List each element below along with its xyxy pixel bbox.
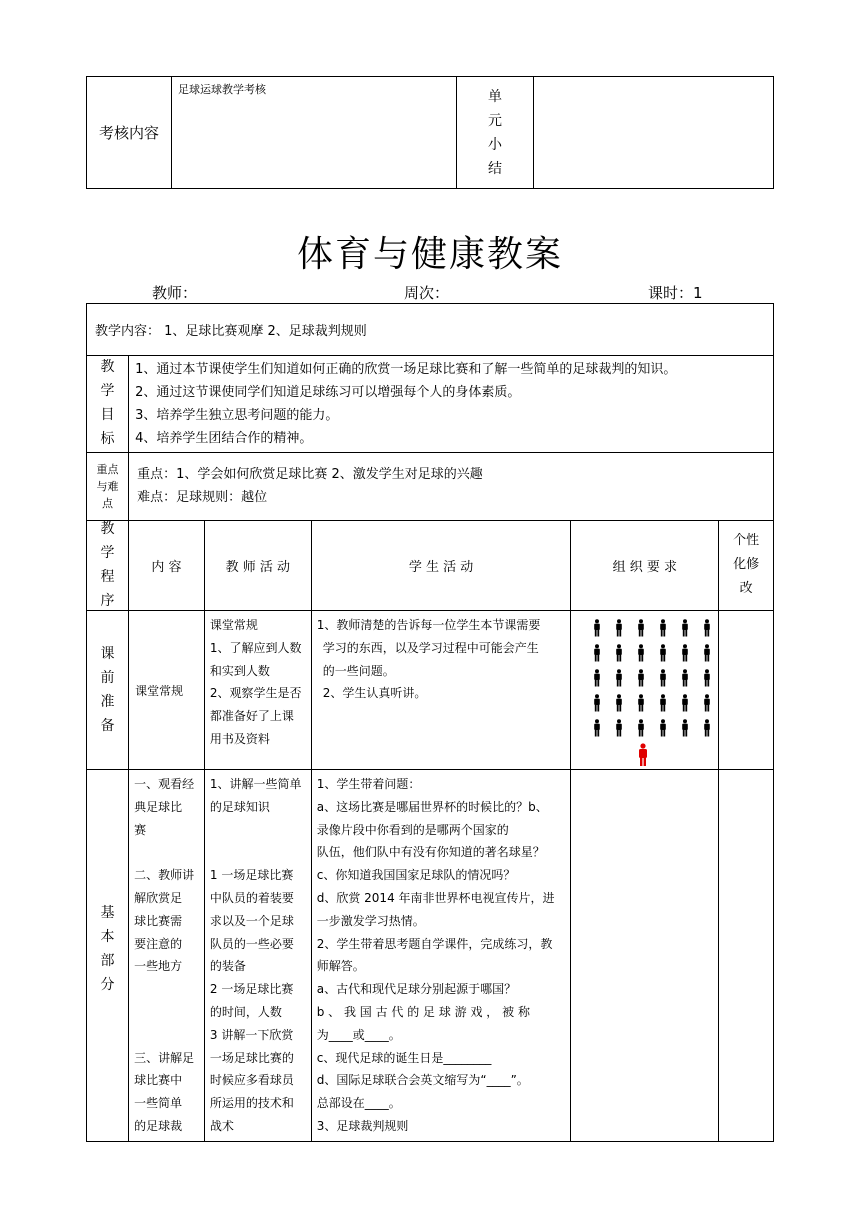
- basic-student-line: 3、足球裁判规则: [316, 1118, 409, 1133]
- student-figure-icon: [630, 669, 652, 685]
- basic-student-line: 一步激发学习热情。: [316, 913, 425, 928]
- basic-content-line: [134, 841, 199, 864]
- basic-teacher-line: 的时间，人数: [209, 1004, 282, 1019]
- prep-student-line: 2、学生认真听讲。: [322, 686, 427, 701]
- prep-personal: [719, 611, 774, 770]
- basic-label-char: 分: [100, 977, 115, 993]
- unit-summary-content-cell: [534, 77, 774, 189]
- teacher-activity-header: 教 师 活 动: [204, 521, 311, 611]
- prep-teacher-line: 课堂常规: [209, 618, 258, 632]
- basic-content-line: 一些地方: [134, 959, 183, 974]
- keypoints-content: [129, 453, 774, 521]
- unit-summary-char: 单: [488, 88, 502, 105]
- prep-label-cell: [87, 611, 129, 770]
- basic-teacher-line: [210, 819, 306, 842]
- prep-label: [87, 611, 128, 768]
- student-figure-icon: [652, 619, 674, 635]
- basic-student-line: 2、学生带着思考题自学课件，完成练习，教: [316, 936, 553, 951]
- student-figure-icon: [608, 619, 630, 635]
- organization-header: 组 织 要 求: [571, 521, 719, 611]
- basic-label-char: 本: [100, 929, 115, 945]
- basic-teacher-line: 时候应多看球员: [209, 1073, 294, 1088]
- basic-content-line: [134, 978, 199, 1001]
- objective-item: 4、培养学生团结合作的精神。: [135, 431, 313, 446]
- objective-item: 1、通过本节课使学生们知道如何正确的欣赏一场足球比赛和了解一些简单的足球裁判的知识。: [135, 362, 677, 377]
- student-figure-icon: [586, 644, 608, 660]
- student-figure-icon: [652, 719, 674, 735]
- prep-content: 课堂常规: [129, 611, 205, 770]
- student-figure-icon: [696, 619, 718, 635]
- objective-item: 2、通过这节课使同学们知道足球练习可以增强每个人的身体素质。: [135, 385, 521, 400]
- prep-student-line: 学习的东西，以及学习过程中可能会产生: [322, 640, 539, 655]
- basic-content-line: 一些简单: [134, 1096, 183, 1111]
- basic-content-line: 三、讲解足: [134, 1050, 195, 1065]
- procedure-header-char: 程: [100, 569, 115, 585]
- prep-student-line: 1、教师清楚的告诉每一位学生本节课需要: [316, 618, 541, 632]
- prep-teacher-activity: [204, 611, 311, 770]
- objective-item: 3、培养学生独立思考问题的能力。: [135, 408, 339, 423]
- assessment-content-cell: [172, 77, 457, 189]
- personal-header: [719, 521, 773, 609]
- basic-teacher-lines: [210, 773, 306, 1138]
- student-figure-icon: [586, 619, 608, 635]
- prep-student-activity: [311, 611, 571, 770]
- basic-content-line: 赛: [134, 822, 147, 837]
- student-figure-icon: [674, 644, 696, 660]
- prep-label-char: 课: [100, 645, 115, 662]
- personal-header-line: 化修: [733, 557, 760, 572]
- prep-teacher-line: 和实到人数: [209, 663, 270, 678]
- teaching-content: 教学内容： 1、足球比赛观摩 2、足球裁判规则: [95, 324, 367, 339]
- basic-teacher-line: 3 讲解一下欣赏: [209, 1027, 294, 1042]
- student-activity-header: 学 生 活 动: [311, 521, 571, 611]
- basic-content-line: [134, 1001, 199, 1024]
- personal-header-cell: [719, 521, 774, 611]
- student-figure-icon: [630, 644, 652, 660]
- student-figure-icon: [608, 694, 630, 710]
- objectives-label-char: 目: [100, 407, 115, 423]
- basic-student-line: c、你知道我国国家足球队的情况吗？: [316, 868, 516, 883]
- student-figure-icon: [674, 619, 696, 635]
- basic-teacher-activity: [204, 770, 311, 1142]
- basic-teacher-line: 1 一场足球比赛: [209, 868, 294, 883]
- teacher-position: [567, 743, 718, 767]
- student-figure-icon: [608, 719, 630, 735]
- basic-label-char: 部: [100, 953, 115, 969]
- prep-label-char: 备: [100, 717, 115, 734]
- basic-student-lines: [317, 773, 566, 1138]
- unit-summary-char: 小: [488, 136, 502, 153]
- content-header: 内 容: [129, 521, 205, 611]
- basic-teacher-line: 中队员的着装要: [209, 890, 294, 905]
- basic-student-line: a、古代和现代足球分别起源于哪国？: [316, 982, 517, 997]
- procedure-header-char: 学: [100, 545, 115, 561]
- basic-teacher-line: [210, 841, 306, 864]
- student-figure-icon: [630, 694, 652, 710]
- prep-label-char: 前: [100, 669, 115, 686]
- prep-label-char: 准: [100, 693, 115, 710]
- student-figure-icon: [630, 619, 652, 635]
- student-formation: [586, 619, 718, 735]
- basic-personal: [719, 770, 774, 1142]
- unit-summary-label: [457, 77, 533, 188]
- basic-content-line: 典足球比: [134, 799, 183, 814]
- basic-content: [129, 770, 205, 1142]
- procedure-header: [87, 521, 128, 609]
- student-figure-icon: [608, 669, 630, 685]
- student-figure-icon: [696, 644, 718, 660]
- basic-content-line: 球比赛需: [134, 913, 183, 928]
- student-figure-icon: [696, 669, 718, 685]
- assessment-label: 考核内容: [98, 124, 159, 142]
- objectives-label-char: 教: [100, 359, 115, 375]
- student-figure-icon: [586, 719, 608, 735]
- assessment-label-cell: [87, 77, 172, 189]
- procedure-header-cell: [87, 521, 129, 611]
- basic-content-line: 一、观看经: [134, 777, 195, 791]
- basic-student-line: c、现代足球的诞生日是________: [316, 1050, 492, 1065]
- assessment-table: [86, 76, 774, 189]
- basic-student-activity: [311, 770, 571, 1142]
- basic-student-line: 总部设在____。: [316, 1096, 401, 1111]
- basic-label: [87, 770, 128, 1128]
- basic-teacher-line: 战术: [209, 1118, 234, 1133]
- prep-teacher-line: 用书及资料: [209, 731, 270, 746]
- basic-student-line: a、这场比赛是哪届世界杯的时候比的？b、: [316, 799, 548, 814]
- prep-teacher-line: 1、了解应到人数: [209, 640, 302, 655]
- teacher-figure-icon: [636, 743, 650, 767]
- prep-student-line: 的一些问题。: [322, 663, 395, 678]
- student-figure-icon: [652, 694, 674, 710]
- basic-content-line: [134, 1024, 199, 1047]
- page-title: 体育与健康教案: [296, 234, 563, 275]
- basic-student-line: 师解答。: [316, 959, 365, 974]
- basic-student-line: 1、学生带着问题：: [316, 777, 421, 791]
- objectives-label-char: 标: [100, 431, 115, 447]
- objectives-label-char: 学: [100, 383, 115, 399]
- keypoints-label-line: 点: [102, 496, 114, 510]
- keypoints-label-cell: [87, 453, 129, 521]
- prep-teacher-line: 2、观察学生是否: [209, 686, 302, 701]
- basic-content-line: 要注意的: [134, 936, 183, 951]
- basic-teacher-line: 1、讲解一些简单: [209, 777, 302, 791]
- objectives-label: [87, 356, 128, 450]
- basic-content-line: 球比赛中: [134, 1073, 183, 1088]
- basic-label-char: 基: [100, 905, 115, 921]
- basic-teacher-line: 所运用的技术和: [209, 1096, 294, 1111]
- student-figure-icon: [674, 669, 696, 685]
- basic-teacher-line: 2 一场足球比赛: [209, 982, 294, 997]
- procedure-header-char: 教: [100, 521, 115, 537]
- keypoints-label: [87, 453, 128, 519]
- student-figure-icon: [696, 719, 718, 735]
- student-figure-icon: [696, 694, 718, 710]
- basic-teacher-line: 的装备: [209, 959, 246, 974]
- lesson-plan-table: [86, 303, 774, 1142]
- student-figure-icon: [652, 669, 674, 685]
- personal-header-line: 个性: [733, 533, 760, 548]
- student-figure-icon: [652, 644, 674, 660]
- objectives-label-cell: [87, 356, 129, 453]
- student-figure-icon: [586, 694, 608, 710]
- student-figure-icon: [586, 669, 608, 685]
- basic-student-line: 录像片段中你看到的是哪两个国家的: [316, 822, 509, 837]
- basic-teacher-line: 队员的一些必要: [209, 936, 294, 951]
- difficulty-point: 难点：足球规则：越位: [137, 490, 268, 505]
- basic-teacher-line: 一场足球比赛的: [209, 1050, 294, 1065]
- basic-content-lines: [134, 773, 199, 1138]
- teacher-field: 教师：: [152, 284, 198, 302]
- key-point: 重点：1、学会如何欣赏足球比赛 2、激发学生对足球的兴趣: [137, 467, 483, 482]
- unit-summary-label-cell: [457, 77, 534, 189]
- basic-student-line: d、欣赏 2014 年南非世界杯电视宣传片，进: [316, 890, 555, 905]
- basic-student-line: 为____或____。: [316, 1027, 401, 1042]
- student-figure-icon: [674, 694, 696, 710]
- personal-header-line: 改: [739, 581, 753, 596]
- keypoints-label-line: 重点: [96, 462, 119, 476]
- unit-summary-char: 结: [488, 160, 502, 177]
- basic-teacher-line: 求以及一个足球: [209, 913, 294, 928]
- assessment-content: 足球运球教学考核: [178, 83, 266, 96]
- hours-field: 课时：1: [648, 284, 703, 302]
- student-figure-icon: [630, 719, 652, 735]
- basic-organization: [571, 770, 719, 1142]
- basic-student-line: 队伍，他们队中有没有你知道的著名球星？: [316, 845, 545, 860]
- student-figure-icon: [674, 719, 696, 735]
- prep-teacher-line: 都准备好了上课: [209, 709, 294, 724]
- prep-organization: [571, 611, 719, 770]
- basic-teacher-line: 的足球知识: [209, 799, 270, 814]
- basic-content-line: 解欣赏足: [134, 890, 183, 905]
- basic-label-cell: [87, 770, 129, 1142]
- student-figure-icon: [608, 644, 630, 660]
- procedure-header-char: 序: [100, 593, 115, 609]
- unit-summary-char: 元: [488, 112, 502, 129]
- objectives-list: [129, 356, 774, 453]
- basic-content-line: 二、教师讲: [134, 868, 195, 883]
- week-field: 周次：: [404, 284, 450, 302]
- basic-content-line: 的足球裁: [134, 1118, 183, 1133]
- keypoints-label-line: 与难: [96, 479, 119, 493]
- basic-student-line: d、国际足球联合会英文缩写为“____”。: [316, 1073, 529, 1088]
- teaching-content-row: [87, 304, 774, 356]
- basic-student-line: b 、 我 国 古 代 的 足 球 游 戏 ， 被 称: [316, 1004, 530, 1019]
